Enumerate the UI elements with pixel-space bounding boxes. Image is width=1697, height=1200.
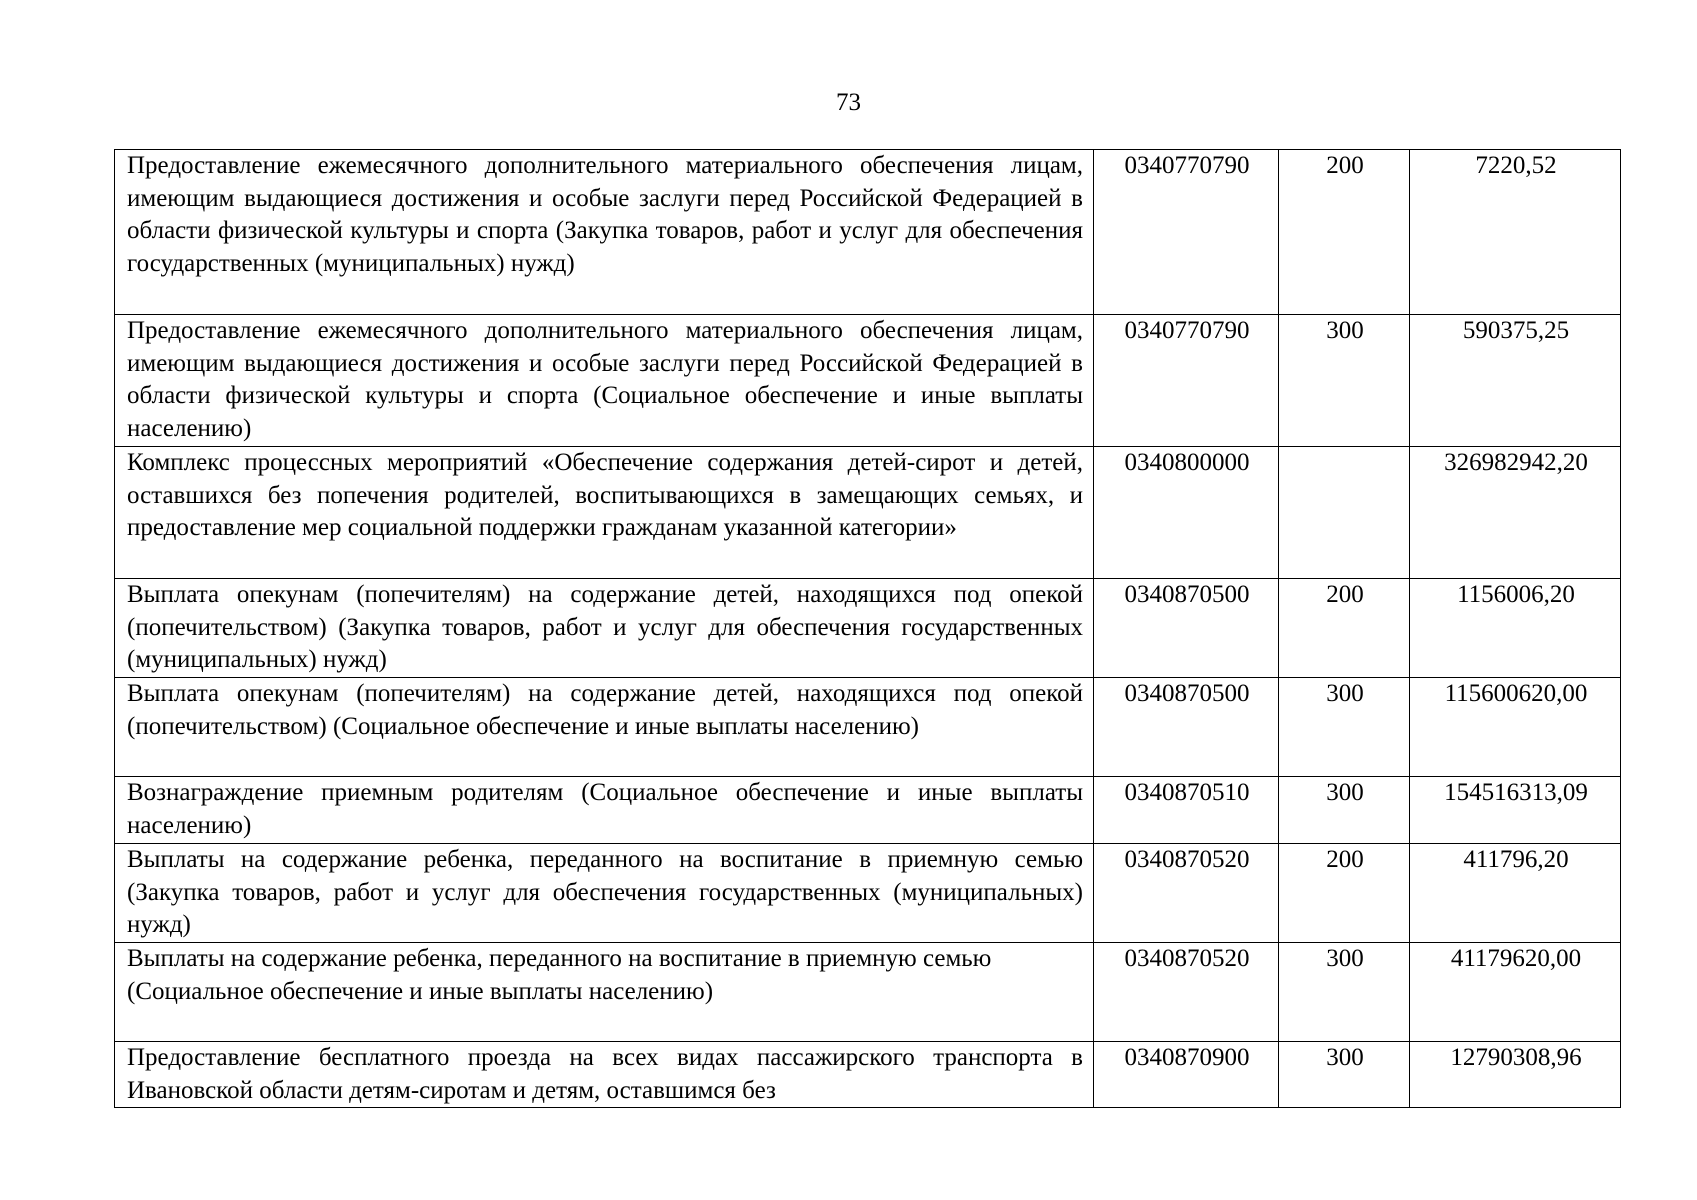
row-expense-type-cell: 200 bbox=[1279, 150, 1410, 315]
table-row bbox=[115, 315, 1621, 447]
row-expense-type-cell: 300 bbox=[1279, 678, 1410, 777]
row-name-cell: Вознаграждение приемным родителям (Социальное обеспечение и иные выплаты населению) bbox=[115, 777, 1094, 844]
row-name-continuation: (Социальное обеспечение и иные выплаты населению) bbox=[127, 977, 714, 1005]
row-name-cell: Выплата опекунам (попечителям) на содержание детей, находящихся под опекой (попечительством) (Закупка товаров, работ и услуг для обеспечения государственных (муниципальных) нужд) bbox=[115, 579, 1094, 678]
table-row bbox=[115, 943, 1621, 1042]
row-amount-cell: 41179620,00 bbox=[1410, 943, 1621, 1042]
row-amount-cell: 115600620,00 bbox=[1410, 678, 1621, 777]
row-name-cell: Выплаты на содержание ребенка, переданного на воспитание в приемную семью (Закупка товаров, работ и услуг для обеспечения государственных (муниципальных) нужд) bbox=[115, 844, 1094, 943]
table-row bbox=[115, 777, 1621, 844]
table-row bbox=[115, 447, 1621, 579]
row-amount-cell: 1156006,20 bbox=[1410, 579, 1621, 678]
row-name-cell: Предоставление ежемесячного дополнительного материального обеспечения лицам, имеющим выдающиеся достижения и особые заслуги перед Российской Федерацией в области физической культуры и спорта (Закупка товаров, работ и услуг для обеспечения государственных (муниципальных) нужд) bbox=[115, 150, 1094, 315]
row-amount-cell: 12790308,96 bbox=[1410, 1042, 1621, 1108]
row-name-cell bbox=[115, 943, 1094, 1042]
table-row bbox=[115, 678, 1621, 777]
row-name-cell: Выплата опекунам (попечителям) на содержание детей, находящихся под опекой (попечительством) (Социальное обеспечение и иные выплаты населению) bbox=[115, 678, 1094, 777]
row-target-article-cell: 0340870500 bbox=[1094, 579, 1279, 678]
row-expense-type-cell: 300 bbox=[1279, 943, 1410, 1042]
table-row bbox=[115, 844, 1621, 943]
row-target-article-cell: 0340870520 bbox=[1094, 943, 1279, 1042]
row-amount-cell: 411796,20 bbox=[1410, 844, 1621, 943]
row-target-article-cell: 0340800000 bbox=[1094, 447, 1279, 579]
row-target-article-cell: 0340770790 bbox=[1094, 150, 1279, 315]
page-number: 73 bbox=[836, 89, 861, 116]
row-expense-type-cell: 200 bbox=[1279, 844, 1410, 943]
row-expense-type-cell: 300 bbox=[1279, 315, 1410, 447]
row-expense-type-cell: 200 bbox=[1279, 579, 1410, 678]
row-name-cell: Комплекс процессных мероприятий «Обеспечение содержания детей-сирот и детей, оставшихся без попечения родителей, воспитывающихся в замещающих семьях, и предоставление мер социальной поддержки гражданам указанной категории» bbox=[115, 447, 1094, 579]
row-name-cell: Предоставление ежемесячного дополнительного материального обеспечения лицам, имеющим выдающиеся достижения и особые заслуги перед Российской Федерацией в области физической культуры и спорта (Социальное обеспечение и иные выплаты населению) bbox=[115, 315, 1094, 447]
row-expense-type-cell bbox=[1279, 447, 1410, 579]
row-target-article-cell: 0340870500 bbox=[1094, 678, 1279, 777]
row-amount-cell: 326982942,20 bbox=[1410, 447, 1621, 579]
table-row bbox=[115, 579, 1621, 678]
table-row bbox=[115, 150, 1621, 315]
row-amount-cell: 590375,25 bbox=[1410, 315, 1621, 447]
table-row bbox=[115, 1042, 1621, 1108]
budget-table bbox=[114, 149, 1621, 1108]
row-expense-type-cell: 300 bbox=[1279, 1042, 1410, 1108]
row-name-cell: Предоставление бесплатного проезда на всех видах пассажирского транспорта в Ивановской области детям-сиротам и детям, оставшимся без bbox=[115, 1042, 1094, 1108]
row-expense-type-cell: 300 bbox=[1279, 777, 1410, 844]
row-target-article-cell: 0340870520 bbox=[1094, 844, 1279, 943]
row-amount-cell: 7220,52 bbox=[1410, 150, 1621, 315]
row-target-article-cell: 0340870510 bbox=[1094, 777, 1279, 844]
row-target-article-cell: 0340770790 bbox=[1094, 315, 1279, 447]
row-name-text: Выплаты на содержание ребенка, переданного на воспитание в приемную семью bbox=[127, 945, 992, 972]
row-amount-cell: 154516313,09 bbox=[1410, 777, 1621, 844]
row-target-article-cell: 0340870900 bbox=[1094, 1042, 1279, 1108]
